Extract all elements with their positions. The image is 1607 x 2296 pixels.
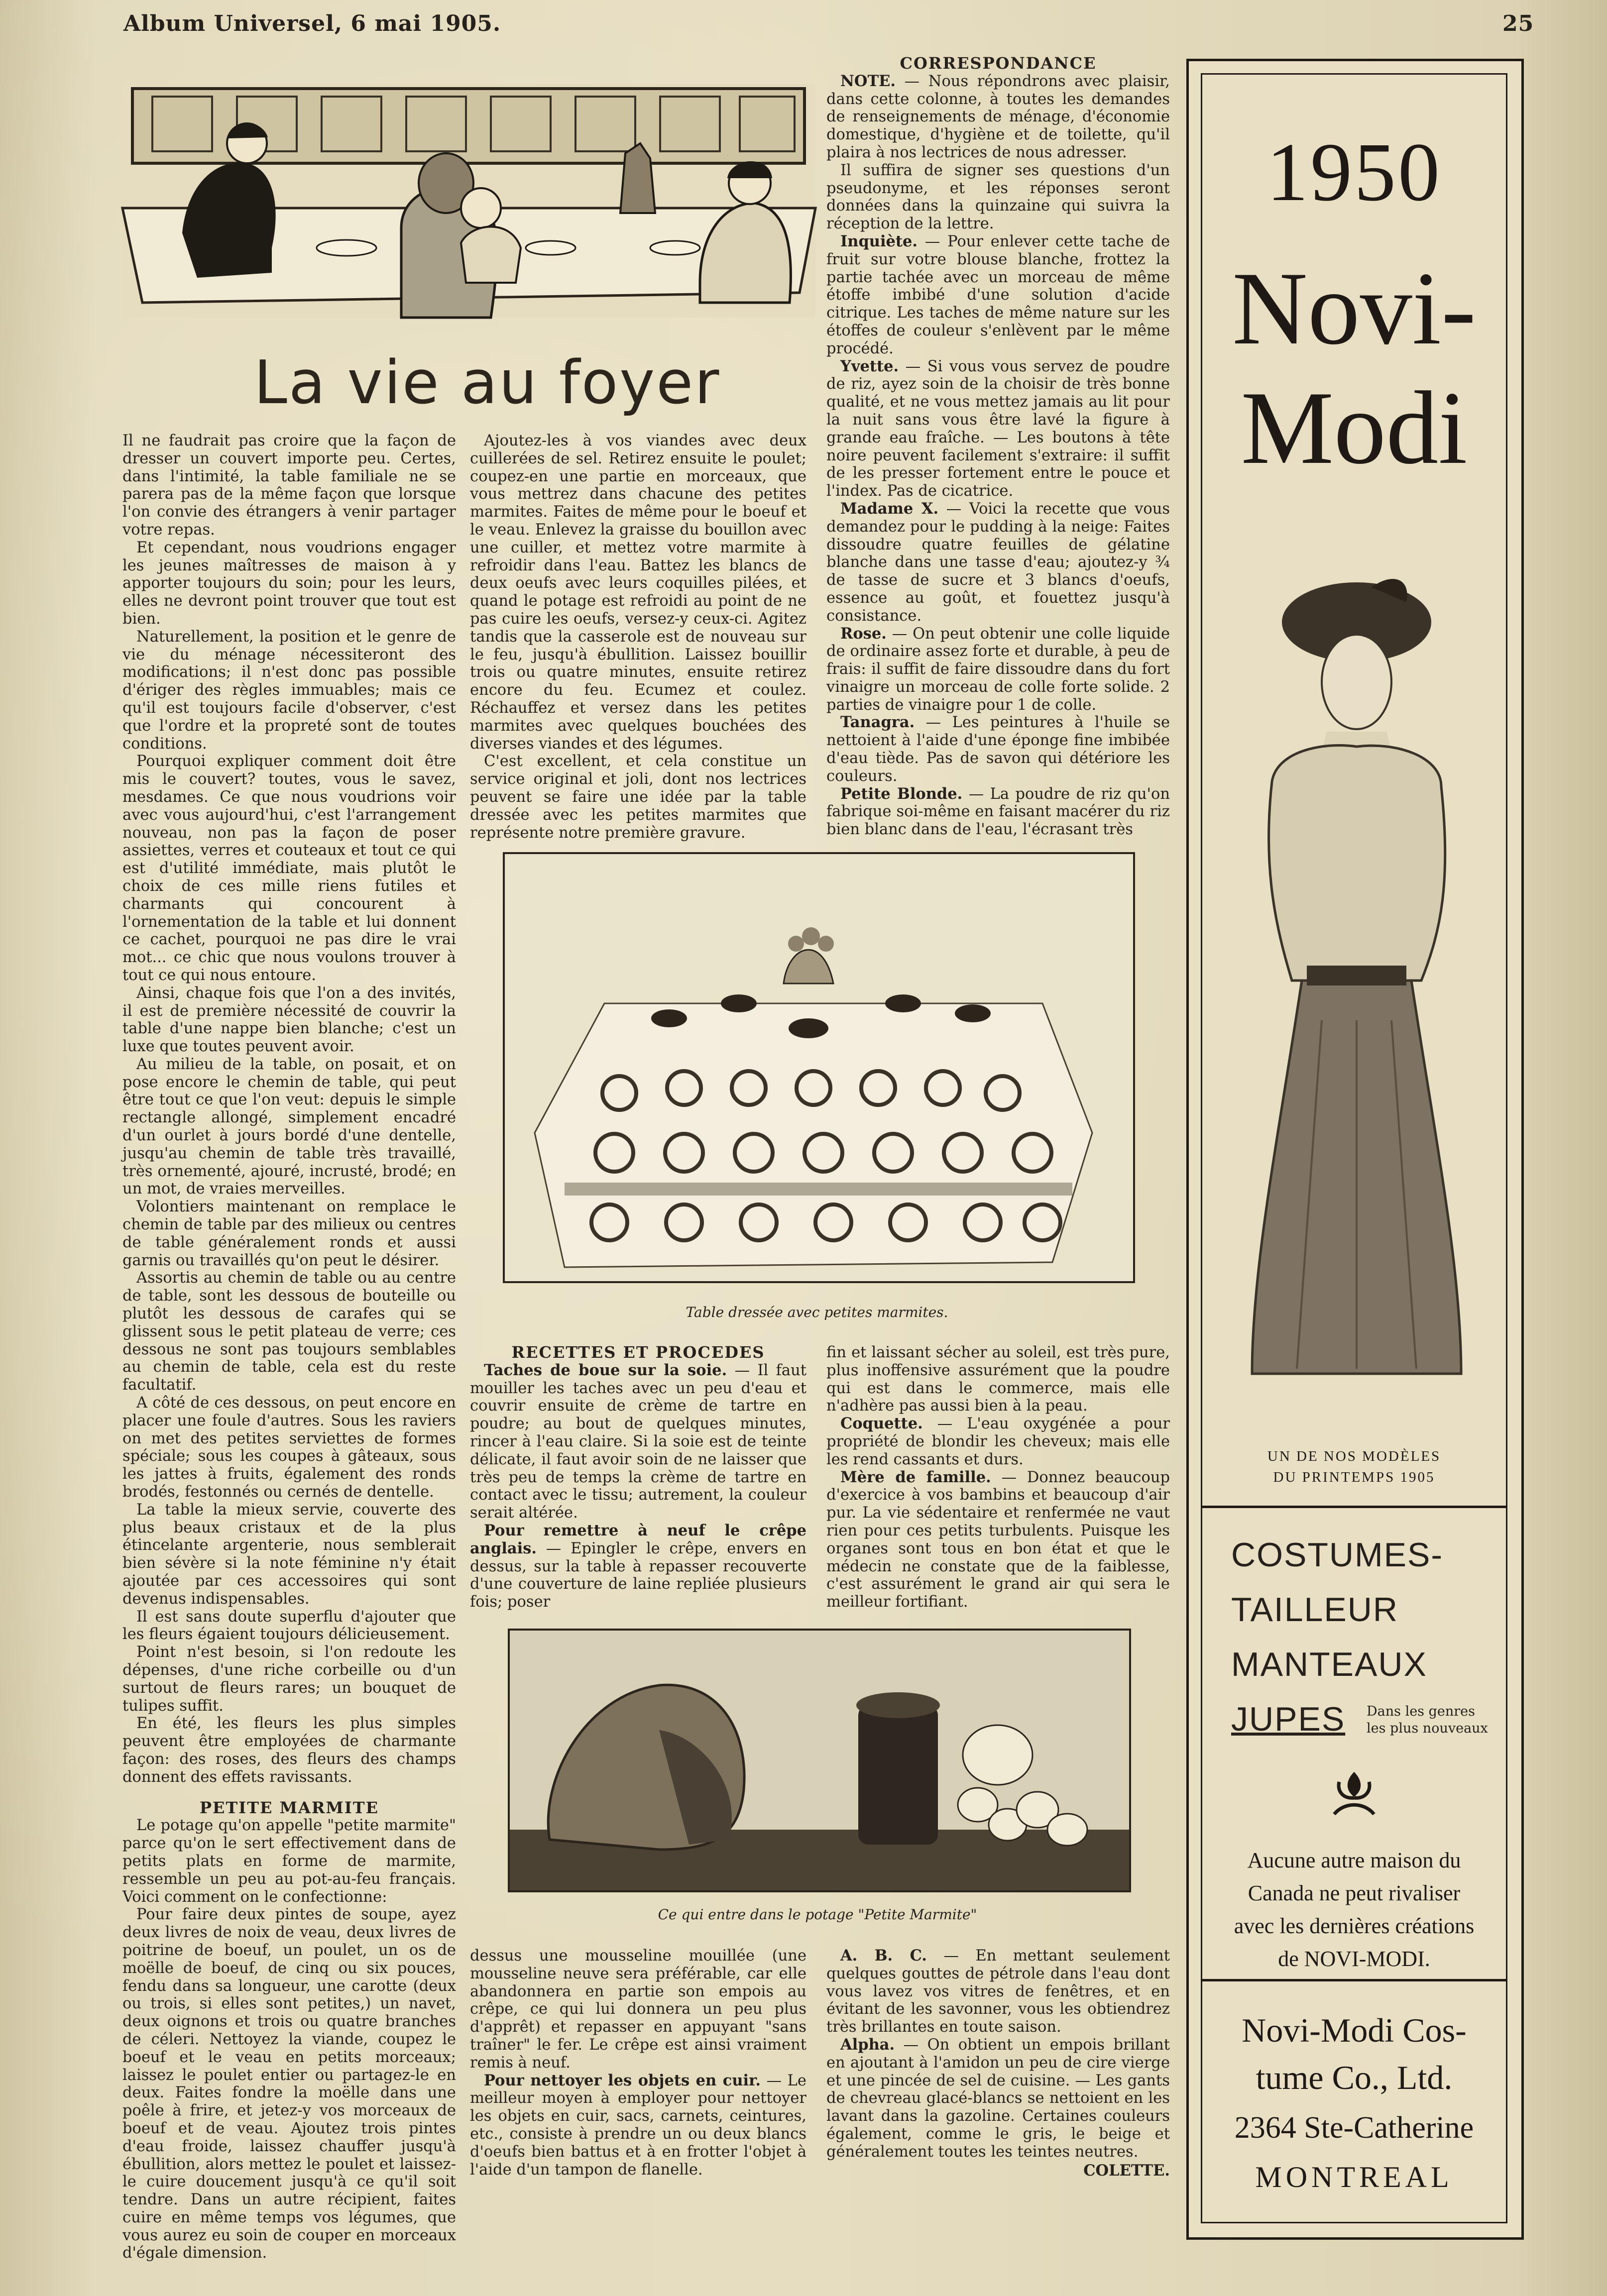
recettes-heading: RECETTES ET PROCEDES <box>511 1343 765 1362</box>
article-paragraph: Et cependant, nous voudrions engager les jeunes maîtresses de maison à y apporter toujours du soin; pour les leurs, elles ne devront point trouver que tout est bien. <box>122 539 456 628</box>
marmite-paragraph: Ajoutez-les à vos viandes avec deux cuillerées de sel. Retirez ensuite le poulet; coupez-en une partie en morceaux, que vous mettrez dans chacune des petites marmites. Faites de même pour le boeuf et le veau. Enlevez la graisse du bouillon avec une cuiller, et mettez votre marmite à refroidir dans l'eau. Battez les blancs de deux oeufs avec leurs coquilles pilées, et quand le potage est refroidi au point de ne pas cuire les oeufs, versez-y ceux-ci. Agitez tandis que la casserole est de nouveau sur le feu, jusqu'à ébullition. Laissez bouillir trois ou quatre minutes, ensuite retirez encore du feu. Ecumez et coulez. Réchauffez et versez dans les petites marmites avec quelques bouchées des diverses viandes et des légumes. <box>470 432 806 753</box>
marmite-paragraph: Le potage qu'on appelle "petite marmite" parce qu'on le sert effectivement dans de petits plats en forme de marmite, ressemble un peu au pot-au-feu français. Voici comment on le confectionne: <box>122 1817 456 1906</box>
correspondance-item <box>826 1947 1170 2036</box>
petite-marmite-heading: PETITE MARMITE <box>199 1798 379 1817</box>
correspondance-item <box>826 162 1170 233</box>
article-paragraph: Il ne faudrait pas croire que la façon de dresser un couvert importe peu. Certes, dans l'intimité, la table familiale ne se parera pas de la même façon que lorsque l'on convie des étrangers à venir partager votre repas. <box>122 432 456 539</box>
ad-year: 1950 <box>1266 126 1442 219</box>
marmite-paragraph: C'est excellent, et cela constitue un service original et joli, dont nos lectrices peuvent se faire une idée par la table dressée avec les petites marmites que représente notre première gravure. <box>470 753 806 842</box>
ad-slogan: Aucune autre maison du Canada ne peut rivaliser avec les dernières créations de NOVI-MODI. <box>1234 1848 1475 1971</box>
bottom-column-2 <box>826 1947 1170 2206</box>
correspondance-item-lead: NOTE. <box>840 72 896 90</box>
correspondance-item-lead: Madame X. <box>840 499 939 518</box>
author-signature: COLETTE. <box>1083 2161 1170 2180</box>
ad-jupes-line: JUPES <box>1231 1700 1346 1738</box>
article-paragraph: Ainsi, chaque fois que l'on a des invités, il est de première nécessité de couvrir la table d'une nappe bien blanche; c'est un luxe que toutes peuvent avoir. <box>122 984 456 1056</box>
correspondance-item-text: — Nous répondrons avec plaisir, dans cette colonne, à toutes les demandes de renseignements de ménage, d'économie domestique, d'hygiène et de toilette, qu'il plaira à nos lectrices de nous adresser. <box>826 72 1170 161</box>
correspondance-item-lead: Yvette. <box>840 357 899 375</box>
correspondance-item-text: — L'eau oxygénée a pour propriété de blondir les cheveux; mais elle les rend cassants et durs. <box>826 1415 1170 1468</box>
correspondance-item <box>826 73 1170 162</box>
article-title: La vie au foyer <box>254 348 721 418</box>
recette-item-lead: Pour remettre à neuf le crêpe anglais. <box>470 1521 806 1557</box>
correspondance-item <box>826 1415 1170 1468</box>
ad-company-2: tume Co., Ltd. <box>1256 2059 1453 2096</box>
bottom-column-1 <box>470 1947 806 2206</box>
article-paragraph: Naturellement, la position et le genre de vie du ménage nécessiteront des modifications; il n'est donc pas possible d'ériger des règles immuables; mais ce qu'il est toujours facile d'observer, c'est que l'ordre et la propreté sont de toutes conditions. <box>122 628 456 753</box>
correspondance-item <box>826 625 1170 714</box>
correspondance-item <box>826 785 1170 839</box>
tulip-ornament-icon <box>1329 1767 1379 1822</box>
article-column-1 <box>122 432 456 2262</box>
correspondance-item <box>826 2036 1170 2161</box>
ad-model-caption-2: DU PRINTEMPS 1905 <box>1273 1469 1435 1485</box>
recette-continuation: dessus une mousseline mouillée (une mousseline neuve sera préférable, car elle abandonnera en partie son empois au crêpe, ce qui lui donnera un peu plus d'apprêt) et repasser en appuyant "sans traîner" le fer. Le crêpe est ainsi vraiment remis à neuf. <box>470 1947 806 2072</box>
correspondance-item-lead: Rose. <box>840 624 887 643</box>
correspondance-item <box>826 233 1170 358</box>
page-number: 25 <box>1502 11 1534 36</box>
recette-item <box>470 1362 806 1522</box>
recette-item-cuir <box>470 2072 806 2179</box>
potage-photo-caption: Ce qui entre dans le potage "Petite Marmite" <box>658 1906 977 1923</box>
ad-jupes-note-2: les plus nouveaux <box>1367 1721 1488 1736</box>
article-paragraph: Au milieu de la table, on posait, et on pose encore le chemin de table, qui peut être tout ce que l'on veut: depuis le simple rectangle allongé, simplement encadré d'un ourlet à jours bordé d'une dentelle, jusqu'au chemin de table très travaillé, très ornementé, ajouré, incrusté, brodé; en un mot, de vraies merveilles. <box>122 1055 456 1198</box>
correspondance-item-text: — En mettant seulement quelques gouttes de pétrole dans l'eau dont vous lavez vos vitres de fenêtres, et en évitant de les savonner, vous les obtiendrez très brillantes en toute saison. <box>826 1947 1170 2036</box>
ad-model-caption-1: UN DE NOS MODÈLES <box>1267 1448 1441 1464</box>
correspondance-item-text: — Pour enlever cette tache de fruit sur votre blouse blanche, frottez la partie tachée avec un morceau de même étoffe imbibé d'une solution d'acide citrique. Les taches de même nature sur les étoffes de couleur s'enlèvent par le même procédé. <box>826 232 1170 357</box>
recette-item-cuir-lead: Pour nettoyer les objets en cuir. <box>484 2071 761 2089</box>
correspondance-item-lead: Inquiète. <box>840 232 918 250</box>
correspondance-item-text: Il suffira de signer ses questions d'un pseudonyme, et les réponses seront données dans la quinzaine qui suivra la réception de la lettre. <box>826 161 1170 233</box>
ad-divider-1 <box>1202 1506 1506 1508</box>
correspondance-heading: CORRESPONDANCE <box>900 54 1097 73</box>
ad-brand-line2: Modi <box>1241 370 1468 486</box>
ad-costumes-line: COSTUMES- <box>1231 1536 1443 1574</box>
correspondance-item-text: — La poudre de riz qu'on fabrique soi-même en faisant macérer du riz bien blanc dans de l'eau, l'écrasant très <box>826 785 1170 839</box>
ad-inner-frame <box>1201 73 1507 2223</box>
ad-brand-line1: Novi- <box>1232 251 1476 366</box>
woman-model-illustration <box>1242 572 1466 1399</box>
novi-modi-advertisement <box>1186 59 1524 2240</box>
family-dinner-illustration <box>122 84 815 318</box>
correspondance-item-lead: Petite Blonde. <box>840 784 963 803</box>
correspondance-item-lead: Tanagra. <box>840 713 915 732</box>
correspondance-item-text: — Les peintures à l'huile se nettoient à l'aide d'une éponge fine imbibée d'eau tiède. Pas de savon qui détériore les couleurs. <box>826 714 1170 785</box>
article-paragraph: Point n'est besoin, si l'on redoute les dépenses, d'une riche corbeille ou d'un surtout de fleurs rares; un bouquet de tulipes suffit. <box>122 1643 456 1715</box>
article-paragraph: Volontiers maintenant on remplace le chemin de table par des milieux ou centres de table généralement ronds et aussi garnis ou travaillés qu'on peut le désirer. <box>122 1198 456 1269</box>
recette-item-text: — Il faut mouiller les taches avec un peu d'eau et couvrir ensuite de crème de tartre en poudre; au bout de quelques minutes, rincer à l'eau claire. Si la soie est de teinte délicate, il faut avoir soin de ne laisser que très peu de temps la crème de tartre en contact avec le tissu; autrement, la couleur serait altérée. <box>470 1361 806 1522</box>
ad-jupes-note-1: Dans les genres <box>1367 1704 1476 1719</box>
running-head: Album Universel, 6 mai 1905. <box>123 11 501 36</box>
correspondance-item <box>826 1469 1170 1611</box>
recettes-column-1 <box>470 1344 806 1623</box>
article-paragraph: Il est sans doute superflu d'ajouter que les fleurs égaient toujours délicieusement. <box>122 1608 456 1643</box>
correspondance-item <box>826 500 1170 625</box>
marmite-paragraph: Pour faire deux pintes de soupe, ayez deux livres de noix de veau, deux livres de poitrine de boeuf, un poulet, un os de moëlle de boeuf, de cinq ou six pouces, fendu dans sa longueur, une carotte (deux ou trois, si elles sont petites,) un navet, deux oignons et trois ou quatre branches de céleri. Nettoyez la viande, coupez le boeuf et le veau en petits morceaux; laissez le poulet entier ou partagez-le en deux. Faites fondre la moëlle dans une poêle à frire, et jetez-y vos morceaux de boeuf et de veau. Ajoutez trois pintes d'eau froide, laissez chauffer jusqu'à ébullition, alors mettez le poulet et laissez-le cuire doucement jusqu'à ce qu'il soit tendre. Dans un autre récipient, faites cuire en même temps vos légumes, que vous aurez eu soin de couper en morceaux d'égale dimension. <box>122 1906 456 2262</box>
article-paragraph: En été, les fleurs les plus simples peuvent être employées de charmante façon: des roses, des fleurs des champs donnent des effets ravissants. <box>122 1715 456 1786</box>
potage-ingredients-photo <box>508 1629 1131 1892</box>
article-paragraph: Assortis au chemin de table ou au centre de table, sont les dessous de bouteille ou plutôt les dessous de carafes qui se glissent sous le petit plateau de verre; ces dessous ne sont pas toujours semblables au chemin de table, cela est du reste facultatif. <box>122 1269 456 1394</box>
correspondance-item-lead: Alpha. <box>840 2035 895 2054</box>
recette-item-cuir-text: — Le meilleur moyen à employer pour nettoyer les objets en cuir, sacs, carnets, ceintures, etc., consiste à prendre un ou deux blancs d'oeufs bien battus et à en frotter l'objet à l'aide d'un tampon de flanelle. <box>470 2072 806 2179</box>
ad-address: 2364 Ste-Catherine <box>1234 2111 1474 2145</box>
article-paragraph: Pourquoi expliquer comment doit être mis le couvert? toutes, vous le savez, mesdames. Ce que nous voudrions voir avec vous aujourd'hui, c'est l'arrangement nouveau, non pas la façon de poser assiettes, verres et couteaux et tout ce qui est d'utilité immédiate, mais plutôt le choix de ces mille riens futiles et charmants qui concourent à l'ornementation de la table et lui donnent ce cachet, pourquoi ne pas dire le vrai mot... ce chic que nous voulons trouver à tout ce qui nous entoure. <box>122 753 456 984</box>
ad-manteaux-line: MANTEAUX <box>1231 1645 1427 1683</box>
recette-item-text: — Epingler le crêpe, envers en dessus, sur la table à repasser recouverte d'une couverture de laine repliée plusieurs fois; poser <box>470 1539 806 1611</box>
correspondance-item-text: — On obtient un empois brillant en ajoutant à l'amidon un peu de cire vierge et une pincée de sel de cuisine. — Les gants de chevreau glacé-blancs se nettoient en les lavant dans la gazoline. Certaines couleurs également, comme le gris, le beige et généralement toutes les teintes neutres. <box>826 2036 1170 2161</box>
correspondance-continuation: fin et laissant sécher au soleil, est très pure, plus inoffensive assurément que la poudre qui est dans le commerce, mais elle n'adhère pas aussi bien à la peau. <box>826 1344 1170 1415</box>
correspondance-item-text: — Si vous vous servez de poudre de riz, ayez soin de la choisir de très bonne qualité, et ne vous mettez jamais au lit pour la nuit sans vous être lavé la figure à grande eau fraîche. — Les boutons à tête noire peuvent facilement s'extraire: il suffit de les presser fortement entre le pouce et l'index. Pas de cicatrice. <box>826 357 1170 500</box>
correspondance-item-lead: Mère de famille. <box>840 1468 991 1486</box>
correspondance-column <box>826 54 1170 839</box>
ad-tailleur-line: TAILLEUR <box>1231 1591 1398 1629</box>
correspondance-item-text: — Voici la recette que vous demandez pour le pudding à la neige: Faites dissoudre quatre feuilles de gélatine blanche dans une tasse d'eau; ajoutez-y ¾ de tasse de sucre et 3 blancs d'oeufs, essence au goût, et fouettez jusqu'à consistance. <box>826 500 1170 625</box>
correspondance-item <box>826 714 1170 785</box>
correspondance-item-text: — On peut obtenir une colle liquide de ordinaire assez forte et durable, à peu de frais: il suffit de faire dissoudre dans du fort vinaigre un morceau de colle forte solide. 2 parties de vinaigre pour 1 de colle. <box>826 625 1170 714</box>
correspondance-item-lead: A. B. C. <box>840 1947 927 1965</box>
recettes-column-2 <box>826 1344 1170 1623</box>
ad-divider-2 <box>1202 1979 1506 1981</box>
correspondance-item-lead: Coquette. <box>840 1415 923 1433</box>
ad-jupes-note <box>1367 1703 1488 1737</box>
ad-company-1: Novi-Modi Cos- <box>1242 2011 1467 2049</box>
table-photo-caption: Table dressée avec petites marmites. <box>686 1304 948 1320</box>
correspondance-item <box>826 358 1170 500</box>
article-paragraph: A côté de ces dessous, on peut encore en placer une foule d'autres. Sous les raviers on met des petites serviettes de formes spéciale; sous les coupes à gâteaux, sous les jattes à fruits, également des ronds brodés, festonnés ou cernés de dentelle. <box>122 1394 456 1501</box>
table-photo <box>503 852 1135 1283</box>
article-column-2 <box>470 432 806 842</box>
ad-city: MONTREAL <box>1255 2161 1453 2193</box>
recette-item <box>470 1522 806 1611</box>
recette-item-lead: Taches de boue sur la soie. <box>484 1361 727 1379</box>
correspondance-item-text: — Donnez beaucoup d'exercice à vos bambins et beaucoup d'air pur. La vie sédentaire et renfermée ne vaut rien pour ces petits turbulents. Puisque les organes sont tous en bon état et que le médecin ne constate que de la faiblesse, c'est assurément le grand air qui sera le meilleur fortifiant. <box>826 1468 1170 1611</box>
article-paragraph: La table la mieux servie, couverte des plus beaux cristaux et de la plus étincelante argenterie, nous semblerait bien sévère si la note féminine n'y était ajoutée par ces accessoires qui sont devenus indispensables. <box>122 1501 456 1608</box>
